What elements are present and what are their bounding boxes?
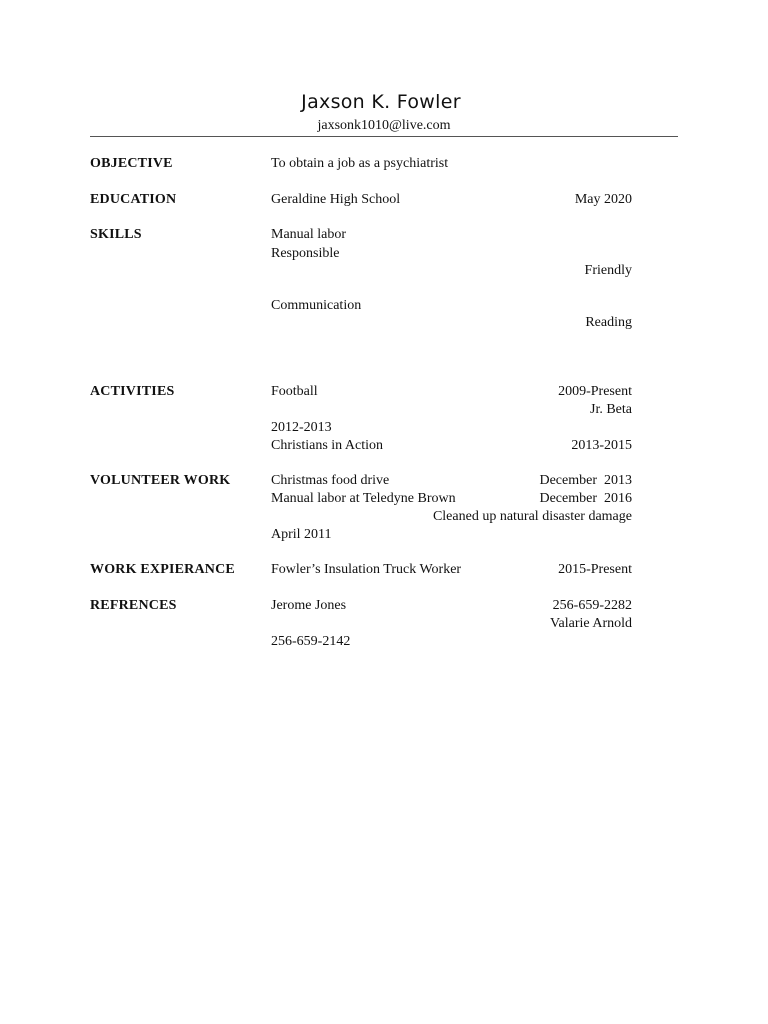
volunteer-date: April 2011 bbox=[271, 527, 332, 542]
reference-name: Valarie Arnold bbox=[549, 616, 632, 631]
objective-text: To obtain a job as a psychiatrist bbox=[271, 156, 449, 171]
activity-name: Christians in Action bbox=[271, 438, 383, 453]
applicant-email: jaxsonk1010@live.com bbox=[317, 118, 451, 133]
activity-date: 2013-2015 bbox=[571, 438, 632, 453]
applicant-name: Jaxson K. Fowler bbox=[301, 91, 461, 113]
education-heading: EDUCATION bbox=[90, 192, 177, 207]
references-heading: REFRENCES bbox=[90, 598, 177, 613]
volunteer-heading: VOLUNTEER WORK bbox=[90, 473, 231, 488]
volunteer-date: December 2013 bbox=[539, 473, 632, 488]
skills-heading: SKILLS bbox=[90, 227, 142, 242]
skill-item: Responsible bbox=[271, 246, 340, 261]
skill-item: Reading bbox=[585, 315, 632, 330]
volunteer-activity: Christmas food drive bbox=[271, 473, 390, 488]
education-school: Geraldine High School bbox=[271, 192, 401, 207]
work-position: Fowler’s Insulation Truck Worker bbox=[271, 562, 462, 577]
skill-item: Communication bbox=[271, 298, 362, 313]
education-date: May 2020 bbox=[574, 192, 632, 207]
activity-name: Jr. Beta bbox=[590, 402, 632, 417]
objective-heading: OBJECTIVE bbox=[90, 156, 173, 171]
work-date: 2015-Present bbox=[558, 562, 632, 577]
volunteer-activity: Cleaned up natural disaster damage bbox=[432, 509, 632, 524]
header-divider bbox=[90, 136, 678, 137]
activity-date: 2009-Present bbox=[558, 384, 632, 399]
skill-item: Friendly bbox=[584, 263, 632, 278]
reference-phone: 256-659-2282 bbox=[552, 598, 632, 613]
activity-name: Football bbox=[271, 384, 318, 399]
reference-name: Jerome Jones bbox=[271, 598, 347, 613]
reference-phone: 256-659-2142 bbox=[271, 634, 351, 649]
volunteer-activity: Manual labor at Teledyne Brown bbox=[271, 491, 456, 506]
volunteer-date: December 2016 bbox=[539, 491, 632, 506]
work-heading: WORK EXPIERANCE bbox=[90, 562, 235, 577]
activity-date: 2012-2013 bbox=[271, 420, 332, 435]
skill-item: Manual labor bbox=[271, 227, 347, 242]
activities-heading: ACTIVITIES bbox=[90, 384, 175, 399]
